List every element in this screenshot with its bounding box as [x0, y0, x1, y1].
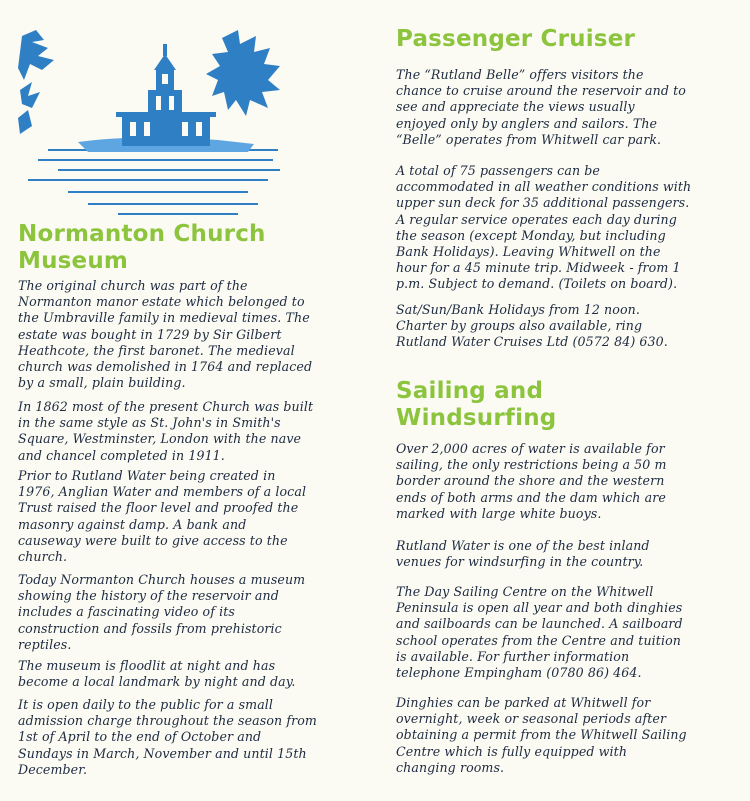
text-line: school operates from the Centre and tuition: [396, 632, 681, 648]
text-line: showing the history of the reservoir and: [18, 588, 279, 604]
text-line: Rutland Water is one of the best inland: [396, 538, 650, 553]
text-line: in the same style as St. John's in Smith's: [18, 415, 281, 431]
text-line: The museum is floodlit at night and has: [18, 658, 276, 673]
text-line: the Umbraville family in medieval times. The: [18, 310, 310, 326]
text-line: Charter by groups also available, ring: [396, 318, 643, 334]
sailing-title: [396, 378, 556, 432]
text-line: Bank Holidays). Leaving Whitwell on the: [396, 244, 661, 260]
text-line: Trust raised the floor level and proofed the: [18, 500, 299, 516]
text-line: accommodated in all weather conditions with: [396, 179, 692, 195]
text-line: December.: [18, 761, 88, 777]
normanton-paragraph-5: [18, 658, 295, 690]
text-line: telephone Empingham (0780 86) 464.: [396, 665, 642, 681]
text-line: church.: [18, 549, 68, 565]
text-line: Dinghies can be parked at Whitwell for: [396, 695, 651, 710]
cruiser-paragraph-3: [396, 302, 668, 351]
normanton-paragraph-2: [18, 399, 313, 464]
cruiser-paragraph-1: [396, 67, 686, 148]
text-line: masonry against damp. A bank and: [18, 516, 247, 532]
text-line: ends of both arms and the dam which are: [396, 489, 666, 505]
text-line: admission charge throughout the season from: [18, 713, 317, 729]
text-line: includes a fascinating video of its: [18, 604, 235, 620]
text-line: Heathcote, the first baronet. The medieval: [18, 342, 295, 358]
church-illustration: [18, 30, 280, 222]
text-line: become a local landmark by night and day.: [18, 674, 296, 690]
foliage-right: [206, 30, 280, 116]
text-line: A total of 75 passengers can be: [396, 163, 600, 178]
sailing-title-line1: Sailing and: [396, 378, 544, 404]
text-line: “Belle” operates from Whitwell car park.: [396, 131, 662, 147]
text-line: overnight, week or seasonal periods after: [396, 711, 667, 727]
text-line: Centre which is fully equipped with: [396, 743, 628, 759]
text-line: hour for a 45 minute trip. Midweek - from 1: [396, 260, 681, 276]
cruiser-paragraph-2: [396, 163, 691, 293]
normanton-paragraph-4: [18, 572, 305, 653]
text-line: church was demolished in 1764 and replaced: [18, 359, 313, 375]
normanton-title-line1: Normanton Church: [18, 221, 266, 247]
text-line: and chancel completed in 1911.: [18, 447, 225, 463]
church-illustration-svg: [18, 30, 280, 222]
text-line: Sundays in March, November and until 15th: [18, 745, 307, 761]
text-line: Normanton manor estate which belonged to: [18, 294, 305, 310]
text-line: is available. For further information: [396, 648, 630, 664]
text-line: and sailboards can be launched. A sailboard: [396, 616, 683, 632]
text-line: enjoyed only by anglers and sailors. The: [396, 115, 658, 131]
text-line: construction and fossils from prehistoric: [18, 620, 282, 636]
text-line: by a small, plain building.: [18, 375, 186, 391]
text-line: Rutland Water Cruises Ltd (0572 84) 630.: [396, 334, 668, 350]
sailing-paragraph-2: [396, 538, 650, 570]
text-line: upper sun deck for 35 additional passengers.: [396, 195, 690, 211]
sailing-paragraph-4: [396, 695, 687, 776]
text-line: causeway were built to give access to the: [18, 532, 288, 548]
text-line: The original church was part of the: [18, 278, 248, 293]
text-line: In 1862 most of the present Church was built: [18, 399, 314, 414]
text-line: 1st of April to the end of October and: [18, 729, 262, 745]
text-line: sailing, the only restrictions being a 50 m: [396, 457, 667, 473]
text-line: border around the shore and the western: [396, 473, 665, 489]
normanton-paragraph-6: [18, 697, 317, 778]
text-line: A regular service operates each day during: [396, 211, 677, 227]
text-line: The Day Sailing Centre on the Whitwell: [396, 584, 654, 599]
sailing-title-line2: Windsurfing: [396, 405, 557, 431]
water-lines: [28, 150, 280, 214]
normanton-paragraph-3: [18, 468, 306, 565]
text-line: 1976, Anglian Water and members of a local: [18, 484, 307, 500]
text-line: venues for windsurfing in the country.: [396, 554, 644, 570]
text-line: p.m. Subject to demand. (Toilets on board).: [396, 276, 678, 292]
normanton-title: [18, 221, 266, 275]
text-line: chance to cruise around the reservoir and to: [396, 83, 686, 99]
sailing-paragraph-1: [396, 441, 667, 522]
foliage-left: [18, 30, 54, 134]
sailing-paragraph-3: [396, 584, 683, 681]
normanton-title-line2: Museum: [18, 248, 129, 274]
text-line: Over 2,000 acres of water is available for: [396, 441, 665, 456]
text-line: It is open daily to the public for a small: [18, 697, 274, 712]
text-line: The “Rutland Belle” offers visitors the: [396, 67, 644, 82]
text-line: see and appreciate the views usually: [396, 99, 635, 115]
text-line: Peninsula is open all year and both dinghies: [396, 600, 683, 616]
text-line: Today Normanton Church houses a museum: [18, 572, 306, 587]
text-line: obtaining a permit from the Whitwell Sailing: [396, 727, 687, 743]
normanton-paragraph-1: [18, 278, 312, 391]
text-line: Sat/Sun/Bank Holidays from 12 noon.: [396, 302, 640, 317]
text-line: Square, Westminster, London with the nave: [18, 431, 302, 447]
text-line: reptiles.: [18, 636, 72, 652]
text-line: Prior to Rutland Water being created in: [18, 468, 276, 483]
passenger-cruiser-title: Passenger Cruiser: [396, 26, 636, 52]
text-line: estate was bought in 1729 by Sir Gilbert: [18, 326, 282, 342]
text-line: the season (except Monday, but including: [396, 227, 666, 243]
text-line: changing rooms.: [396, 759, 505, 775]
text-line: marked with large white buoys.: [396, 505, 602, 521]
